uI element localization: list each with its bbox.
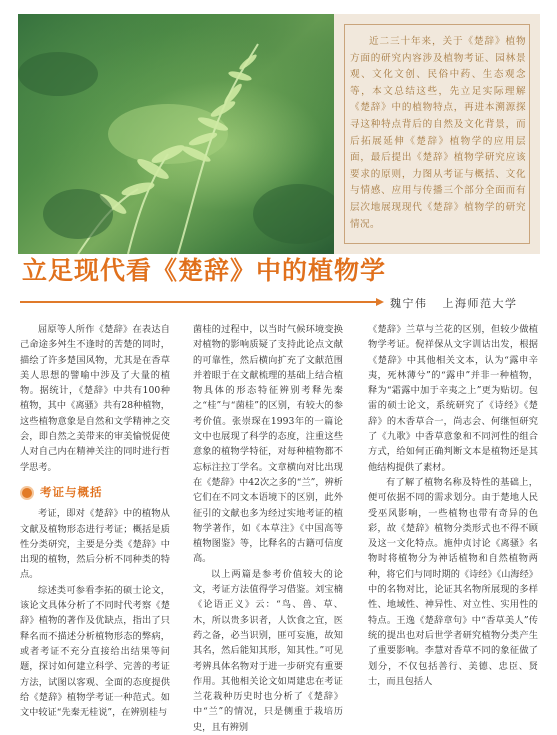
section-heading	[20, 485, 170, 500]
author-affiliation: 上海师范大学	[442, 297, 518, 310]
article-title: 立足现代看《楚辞》中的植物学	[22, 256, 387, 285]
abstract-text: 近二三十年来，关于《楚辞》植物方面的研究内容涉及植物考证、园林景观、文化文创、民俗中药、生态观念等，本文总结这些，先立足实际理解《楚辞》中的植物特点，再进本溯源探寻这种特点背后的自然及文化背景，而后拓展延伸《楚辞》植物学的应用层面，最后提出《楚辞》植物学研究应该要求的原则，力图从考证与概括、文化与情感、应用与传播三个部分全面而有层次地展现现代《楚辞》植物学的研究情况。	[350, 36, 526, 230]
sun-bullet-icon	[20, 486, 34, 500]
column-3	[368, 322, 538, 689]
abstract-panel	[334, 14, 540, 254]
column-1	[20, 322, 170, 720]
paragraph: 综述类可参看李拓的硕士论文，该论文具体分析了不同时代考察《楚辞》植物的著作及优缺点，指出了只释名而不描述分析植物形态的弊病，或者考证不充分直接给出结果等问题，探讨如何建立科学、完善的考证方法，试图以客观、全面的态度提供给《楚辞》植物学考证一种范式。如文中较证“先秦无桂说”，在辨别桂与	[20, 584, 170, 719]
byline	[390, 295, 528, 311]
section-heading-label: 考证与概括	[40, 484, 103, 499]
paragraph: 考证，即对《楚辞》中的植物从文献及植物形态进行考证；概括是质性分类研究，主要是分类《楚辞》中出现的植物，然后分析不同种类的特点。	[20, 508, 170, 581]
paragraph: 屈原等人所作《楚辞》在表达自己命途多舛生不逢时的苦楚的同时，描绘了许多楚国风物，尤其是在香草美人思想的譬喻中涉及了大量的植物。据统计，《楚辞》中共有100种植物，其中《离骚》共有28种植物，这些植物意象是自然和文学精神之交会，即自然之美带来的审美愉悦促使人对自己内在精神关注的同时进行哲学思考。	[20, 324, 170, 473]
paragraph: 菌桂的过程中，以当时气候环境变换对植物的影响质疑了支持此论点文献的可靠性，然后横向扩充了文献范围并着眼于在文献梳理的基础上结合植物具体的形态特征辨别考释先秦之“桂”与“菌桂”的区别，有较大的参考价值。张崇琛在1993年的一篇论文中也展现了科学的态度，注重这些意象的植物学特征，对每种植物都不忘标注拉丁学名。文章横向对比出现在《楚辞》中42次之多的“兰”，辨析它们在不同文本语境下的区别，此外征引的文献也多为经过实地考证的植物学著作，如《本草注》《中国高等植物图鉴》等，比释名的古籍可信度高。	[193, 324, 343, 565]
plant-illustration	[18, 14, 334, 254]
hero-photo	[18, 14, 334, 254]
column-2	[193, 322, 343, 735]
author-name: 魏宁伟	[390, 297, 428, 310]
paragraph: 《楚辞》兰草与兰花的区别，但较少做植物学考证。倪祥保从文字训诂出发，根据《楚辞》中其他相关文本，认为“露申辛夷，死林薄兮”的“露申”并非一种植物，释为“霜露中加于辛夷之上”更为贴切。包雷的硕士论文，系统研究了《诗经》《楚辞》的木香草合一，尚志会、何继恒研究了《九歌》中香草意象和不同河性的组合方式，给如何正确判断文本是植物还是其他结构提供了素材。	[368, 324, 538, 473]
paragraph: 有了解了植物名称及特性的基础上，便可依据不同的需求划分。由于楚地人民受巫风影响，一些植物也带有奇异的色彩，故《楚辞》植物分类形式也不得不顾及这一文化特点。施仲贞讨论《离骚》名物时将植物分为神话植物和自然植物两种，将它们与同时期的《诗经》《山海经》中的名物对比，论证其名物所展现的多样性、地域性、神异性、对立性、实用性的特点。王逸《楚辞章句》中“香草美人”传统的提出也对后世学者研究植物分类产生了重要影响。李慧对香草不同的象征做了划分，不仅包括善行、美德、忠臣、贤士，而且包括人	[368, 476, 538, 687]
title-rule	[20, 301, 382, 303]
title-rule-cap	[376, 298, 384, 306]
paragraph: 以上两篇是参考价值较大的论文，考证方法值得学习借鉴。刘宝楠《论语正义》云：“鸟、兽、草、木，所以贵多识者，人饮食之宜，医药之备，必当识别，匪可妄施，故知其名，然后能知其形，知其性。”可见考辨具体名物对于进一步研究有重要作用。其他相关论文如周建忠在考证兰花栽种历史时也分析了《楚辞》中“兰”的情况，只是侧重于栽培历史，且有辨别	[193, 568, 343, 733]
